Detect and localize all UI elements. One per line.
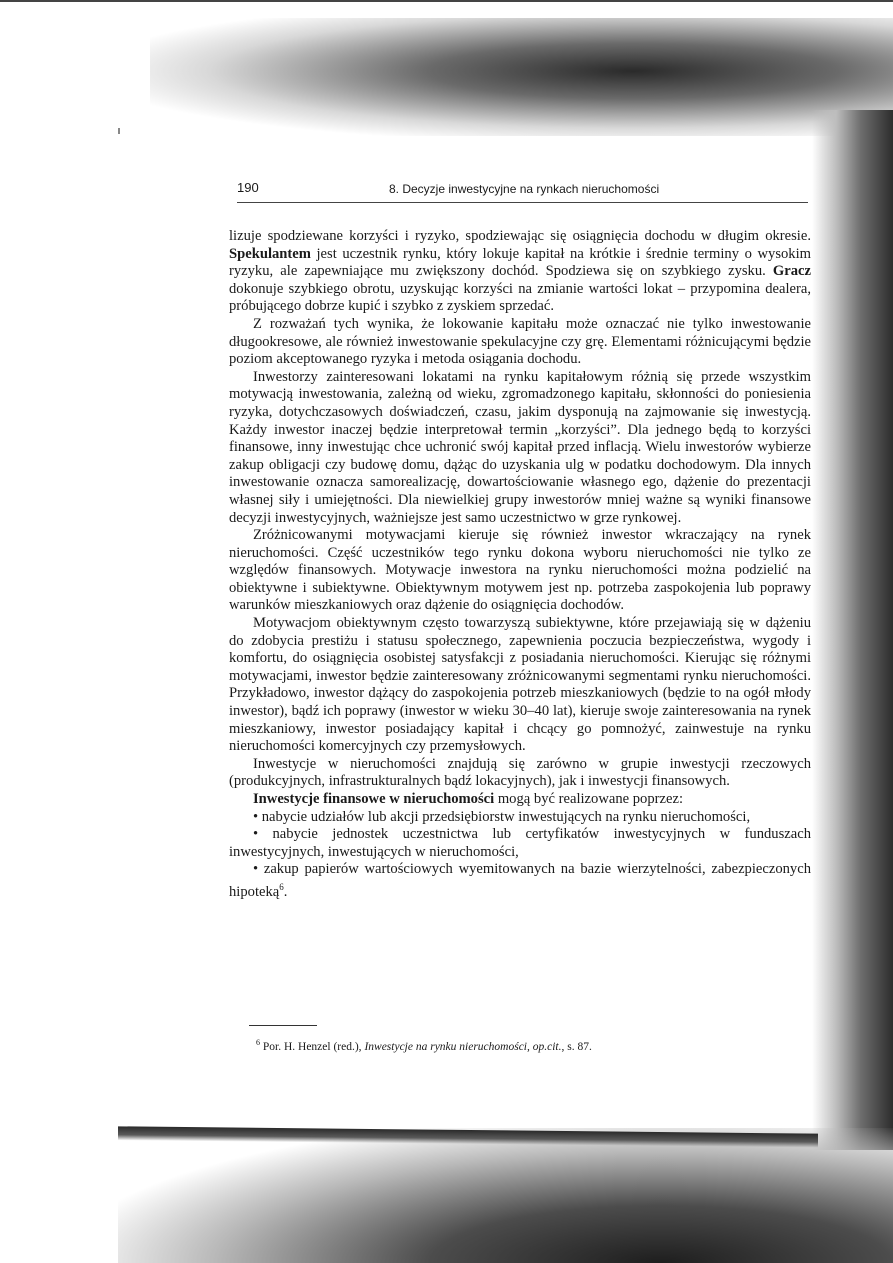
paragraph <box>229 527 811 615</box>
bold-term: Gracz <box>772 263 811 280</box>
text-run: Z rozważań tych wynika, że lokowanie kapitału może oznaczać nie tylko inwestowanie długookresowe, ale również inwestowanie spekulacyjne czy grę. Elementami różnicującymi będzie poziom akceptowanego ryzyka i metoda osiągania dochodu. <box>229 315 811 368</box>
text-run: lizuje spodziewane korzyści i ryzyko, spodziewając się osiągnięcia dochodu w długim okresie. <box>229 228 811 244</box>
footnote-separator <box>249 1025 317 1026</box>
text-run: jest uczestnik rynku, który lokuje kapitał na krótkie i średnie terminy o wysokim ryzyku, ale zapewniające mu zwiększony dochód. Spodziewa się on szybkiego zysku. <box>229 245 811 280</box>
text-run: • nabycie udziałów lub akcji przedsiębiorstw inwestujących na rynku nieruchomości, <box>253 808 751 825</box>
bold-term: Inwestycje finansowe w nieruchomości <box>253 791 495 807</box>
footnote <box>256 1036 776 1054</box>
paragraph <box>229 791 811 809</box>
footnote-suffix: , s. 87. <box>561 1040 592 1053</box>
paragraph <box>229 756 811 791</box>
text-run: dokonuje szybkiego obrotu, uzyskując korzyści na zmianie wartości lokat – przypomina dealera, próbującego dobrze kupić i szybko z zyskiem sprzedać. <box>229 280 811 315</box>
text-run: Inwestycje w nieruchomości znajdują się zarówno w grupie inwestycji rzeczowych (produkcyjnych, infrastrukturalnych bądź lokacyjnych), jak i inwestycji finansowych. <box>229 755 811 790</box>
footnote-marker: 6 <box>256 1038 260 1047</box>
paragraph <box>229 615 811 756</box>
text-run: Inwestorzy zainteresowani lokatami na rynku kapitałowym różnią się przede wszystkim motywacją inwestowania, zależną od wieku, zgromadzonego kapitału, skłonności do poniesienia ryzyka, dotychczasowych doświadczeń, czasu, jakim dysponują na zajmowanie się inwestycją. Każdy inwestor inaczej będzie interpretował termin „korzyści”. Dla jednego będą to korzyści finansowe, inny inwestując chce uchronić swój kapitał przed inflacją. Wielu inwestorów wybierze zakup obligacji czy budowę domu, dążąc do uzyskania ulg w podatku dochodowym. Dla innych inwestowanie oznacza samorealizację, dowartościowanie własnego ego, dążenie do prezentacji własnej siły i umiejętności. Dla niewielkiej grupy inwestorów mniej ważne są wyniki finansowe decyzji inwestycyjnych, ważniejsze jest samo uczestnictwo w grze rynkowej. <box>229 368 811 526</box>
text-run: . <box>283 883 288 900</box>
scan-shadow-right <box>812 110 893 1150</box>
scan-shadow-bottom <box>118 1128 893 1263</box>
text-run: Motywacjom obiektywnym często towarzyszą subiektywne, które przejawiają się w dążeniu do zdobycia prestiżu i statusu społecznego, zapewnienia poczucia bezpieczeństwa, wygody i komfortu, do osiągnięcia osobistej satysfakcji z posiadania nieruchomości. Kierując się różnymi motywacjami, inwestor będzie zainteresowany zróżnicowanymi segmentami rynku nieruchomości. Przykładowo, inwestor dążący do zaspokojenia potrzeb mieszkaniowych (będzie to na ogół młody inwestor), bądź ich poprawy (inwestor w wieku 30–40 lat), kieruje swoje zainteresowania na rynek mieszkaniowy, inwestor posiadający kapitał i chcący go pomnożyć, zainwestuje na rynku nieruchomości komercyjnych czy przemysłowych. <box>229 615 811 755</box>
bold-term: Spekulantem <box>229 245 311 262</box>
paragraph <box>229 809 811 827</box>
paragraph <box>229 228 811 316</box>
running-header <box>237 180 808 203</box>
footnote-prefix: Por. H. Henzel (red.), <box>262 1040 365 1053</box>
paragraph <box>229 826 811 861</box>
scan-top-edge <box>0 0 893 2</box>
paragraph <box>229 316 811 369</box>
paragraph <box>229 369 811 527</box>
text-run: mogą być realizowane poprzez: <box>494 791 684 807</box>
body-text <box>229 228 811 901</box>
chapter-title: 8. Decyzje inwestycyjne na rynkach nieruchomości <box>389 182 660 196</box>
text-run: Zróżnicowanymi motywacjami kieruje się również inwestor wkraczający na rynek nieruchomości. Część uczestników tego rynku dokona wyboru nieruchomości nie tylko ze względów finansowych. Motywacje inwestora na rynku nieruchomości można podzielić na obiektywne i subiektywne. Obiektywnym motywem jest np. potrzeba zaspokojenia lub poprawy warunków mieszkaniowych oraz dążenie do osiągnięcia dochodów. <box>229 527 811 614</box>
footnote-ref: 6 <box>279 881 284 892</box>
text-run: • nabycie jednostek uczestnictwa lub certyfikatów inwestycyjnych w funduszach inwestycyjnych, inwestujących w nieruchomości, <box>229 826 811 860</box>
margin-mark <box>118 128 120 134</box>
footnote-title: Inwestycje na rynku nieruchomości, op.cit. <box>364 1040 562 1053</box>
paragraph <box>229 861 811 901</box>
scan-shadow-top <box>150 18 893 136</box>
page-number: 190 <box>237 180 259 195</box>
text-run: • zakup papierów wartościowych wyemitowanych na bazie wierzytelności, zabezpieczonych hipoteką <box>229 861 811 900</box>
